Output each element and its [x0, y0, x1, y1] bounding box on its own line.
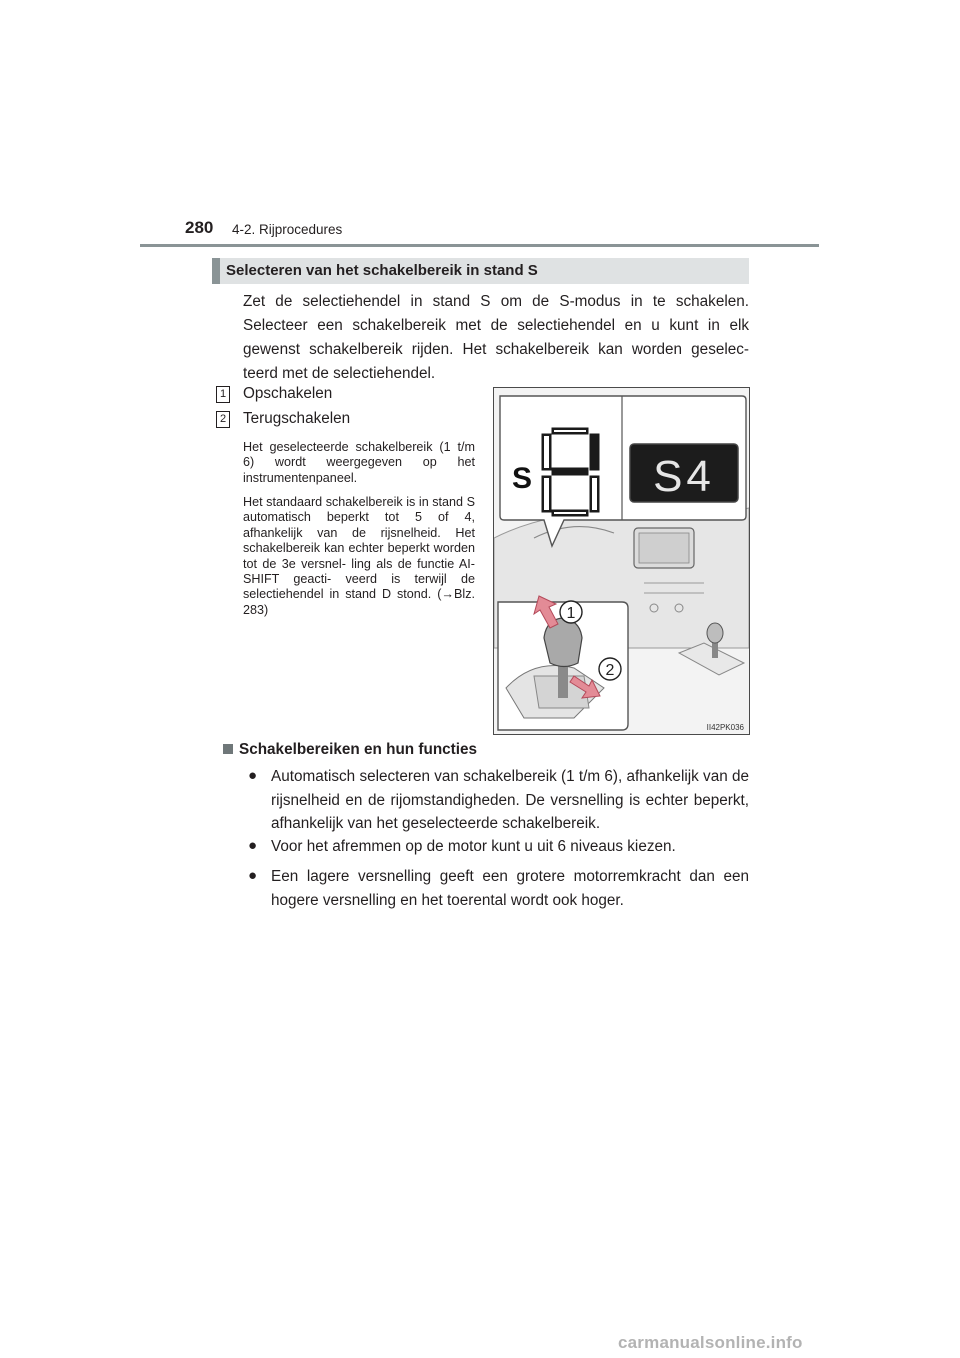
watermark: carmanualsonline.info [618, 1333, 803, 1352]
figure-code: II42PK036 [706, 723, 744, 732]
subsection-heading [223, 741, 477, 759]
shift-lever-figure [493, 387, 750, 735]
step-1-number: 1 [216, 386, 230, 403]
note-limit: Het standaard schakelbereik is in stand S automatisch beperkt tot 5 of 4, afhankelijk van de rijsnelheid. Het schakelbereik kan echter beperkt worden tot de 3e versnel- ling als de functie AI-SHIFT geacti- veerd is terwijl de selectiehendel in stand D stond. (→Blz. 283) [243, 495, 475, 617]
chapter-title: 4-2. Rijprocedures [232, 222, 343, 237]
bullet-dot-icon: ● [248, 837, 258, 854]
bullet-dot-icon: ● [248, 767, 258, 784]
display-right-readout: S4 [653, 452, 715, 501]
figure-illustration [494, 388, 749, 734]
header-divider [140, 244, 819, 247]
square-bullet-icon [223, 744, 233, 754]
page-number: 280 [185, 218, 214, 237]
step-2-label: Terugschakelen [243, 410, 351, 427]
note-display: Het geselecteerde schakelbereik (1 t/m 6) wordt weergegeven op het instrumentenpaneel. [243, 440, 475, 485]
subsection-title: Schakelbereiken en hun functies [239, 741, 478, 758]
bullet-2: Voor het afremmen op de motor kunt u uit 6 niveaus kiezen. [271, 838, 676, 855]
callout-2: 2 [605, 662, 615, 679]
display-left-letter: S [512, 462, 533, 495]
bullet-3: Een lagere versnelling geeft een grotere motorremkracht dan een hogere versnelling en het toerental wordt ook hoger. [271, 868, 749, 909]
bullet-1: Automatisch selecteren van schakelbereik (1 t/m 6), afhankelijk van de rijsnelheid en de rijomstandigheden. De versnelling is echter beperkt, afhankelijk van het geselecteerde schakelbereik. [271, 768, 749, 832]
step-1-label: Opschakelen [243, 385, 333, 402]
intro-paragraph: Zet de selectiehendel in stand S om de S-modus in te schakelen. Selecteer een schakelbereik met de selectiehendel en u kunt in elk gewenst schakelbereik rijden. Het schakelbereik kan worden geselec- teerd met de selectiehendel. [243, 293, 749, 382]
callout-1: 1 [566, 605, 576, 622]
bullet-dot-icon: ● [248, 867, 258, 884]
section-title: Selecteren van het schakelbereik in stand S [212, 258, 749, 284]
step-2-number: 2 [216, 411, 230, 428]
